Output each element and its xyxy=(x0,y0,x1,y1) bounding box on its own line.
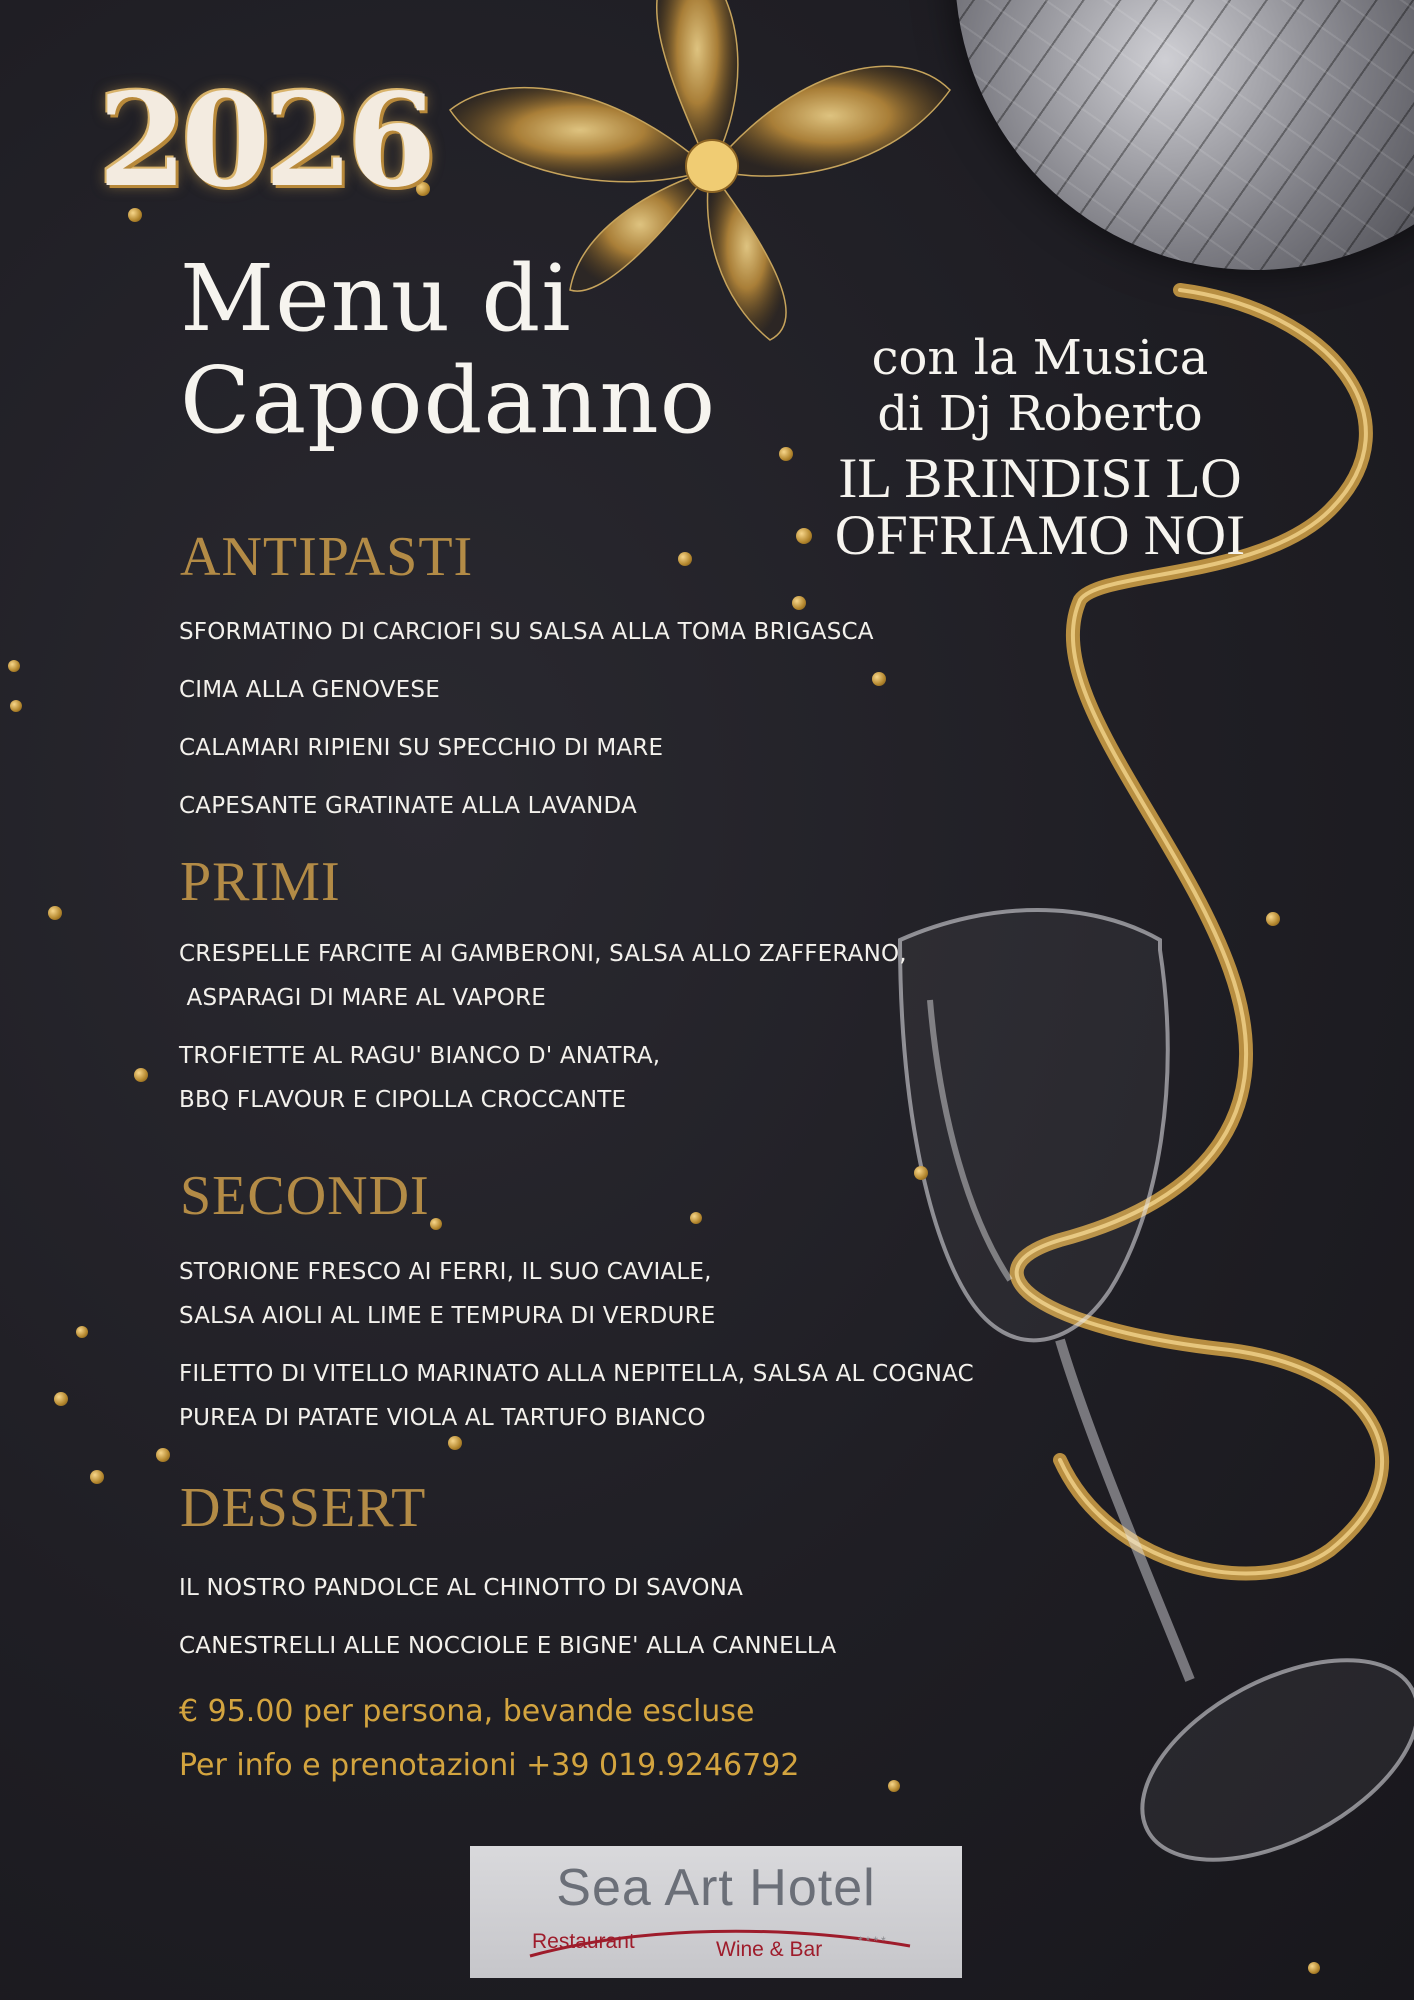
section-title-antipasti: ANTIPASTI xyxy=(180,526,474,588)
music-subtitle xyxy=(805,330,1275,442)
dish-item: TROFIETTE AL RAGU' BIANCO D' ANATRA, xyxy=(179,1043,661,1069)
toast-line: OFFRIAMO NOI xyxy=(834,504,1246,567)
dish-item: PUREA DI PATATE VIOLA AL TARTUFO BIANCO xyxy=(179,1405,706,1431)
dish-item: CRESPELLE FARCITE AI GAMBERONI, SALSA ALLO ZAFFERANO, xyxy=(179,941,907,967)
title-line: Capodanno xyxy=(180,347,717,454)
gold-bead xyxy=(1266,912,1280,926)
hotel-name: Sea Art Hotel xyxy=(556,1859,876,1917)
toast-line: IL BRINDISI LO xyxy=(838,447,1242,510)
music-line: con la Musica xyxy=(871,330,1209,386)
hotel-restaurant-label: Restaurant xyxy=(532,1930,635,1953)
dish-item: IL NOSTRO PANDOLCE AL CHINOTTO DI SAVONA xyxy=(179,1575,744,1601)
dish-item: CANESTRELLI ALLE NOCCIOLE E BIGNE' ALLA CANNELLA xyxy=(179,1633,837,1659)
gold-bead xyxy=(914,1166,928,1180)
dish-item: FILETTO DI VITELLO MARINATO ALLA NEPITELLA, SALSA AL COGNAC xyxy=(179,1361,974,1387)
hotel-logo xyxy=(470,1846,962,1978)
gold-bead xyxy=(48,906,62,920)
dish-item: ASPARAGI DI MARE AL VAPORE xyxy=(179,985,547,1011)
gold-bead xyxy=(888,1780,900,1792)
dish-item: SALSA AIOLI AL LIME E TEMPURA DI VERDURE xyxy=(179,1303,716,1329)
dish-item: BBQ FLAVOUR E CIPOLLA CROCCANTE xyxy=(179,1087,627,1113)
section-title-dessert: DESSERT xyxy=(180,1477,427,1539)
hotel-winebar-label: Wine & Bar xyxy=(716,1938,823,1961)
hotel-stars: **** xyxy=(858,1934,889,1948)
price-text: € 95.00 per persona, bevande escluse xyxy=(179,1694,755,1729)
year-text: 2026 xyxy=(98,66,431,216)
gold-bead xyxy=(76,1326,88,1338)
gold-bead xyxy=(430,1218,442,1230)
gold-bead xyxy=(10,700,22,712)
dish-item: STORIONE FRESCO AI FERRI, IL SUO CAVIALE, xyxy=(179,1259,712,1285)
music-line: di Dj Roberto xyxy=(877,386,1203,442)
gold-bead xyxy=(779,447,793,461)
gold-bead xyxy=(156,1448,170,1462)
section-title-primi: PRIMI xyxy=(180,851,341,913)
section-title-secondi: SECONDI xyxy=(180,1165,430,1227)
dish-item: SFORMATINO DI CARCIOFI SU SALSA ALLA TOMA BRIGASCA xyxy=(179,619,874,645)
gold-bead xyxy=(792,596,806,610)
gold-bead xyxy=(872,672,886,686)
gold-bead xyxy=(1308,1962,1320,1974)
dish-item: CIMA ALLA GENOVESE xyxy=(179,677,440,703)
gold-bead xyxy=(54,1392,68,1406)
toast-notice xyxy=(805,447,1275,567)
booking-info-text: Per info e prenotazioni +39 019.9246792 xyxy=(179,1748,800,1783)
disco-ball-image xyxy=(955,0,1414,270)
gold-bead xyxy=(690,1212,702,1224)
gold-bead xyxy=(90,1470,104,1484)
gold-bead xyxy=(134,1068,148,1082)
dish-item: CAPESANTE GRATINATE ALLA LAVANDA xyxy=(179,793,637,819)
year-logo xyxy=(98,66,431,216)
dish-item: CALAMARI RIPIENI SU SPECCHIO DI MARE xyxy=(179,735,664,761)
title-line: Menu di xyxy=(180,245,572,352)
gold-bead xyxy=(8,660,20,672)
page-title xyxy=(180,245,740,454)
gold-bead xyxy=(678,552,692,566)
